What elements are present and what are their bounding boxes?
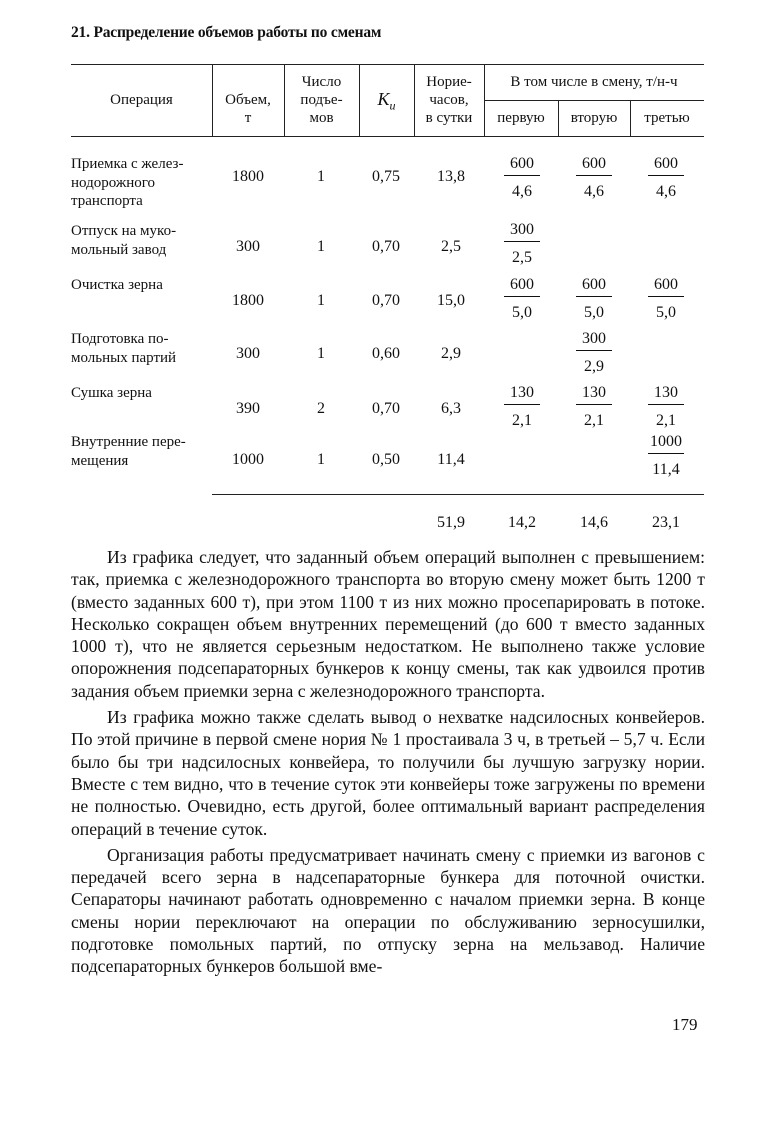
fraction-bar — [504, 404, 540, 405]
operation-line: мольных партий — [71, 349, 177, 366]
body-text — [71, 546, 705, 978]
fraction-noria-hours: 4,6 — [512, 183, 532, 200]
fraction-bar — [576, 296, 612, 297]
fraction-bar — [504, 296, 540, 297]
cell-lifts: 1 — [317, 345, 325, 362]
fraction-bar — [576, 404, 612, 405]
operation-line: Подготовка по- — [71, 331, 169, 347]
fraction-bar — [648, 453, 684, 454]
total-shift-second: 14,6 — [580, 514, 608, 531]
paragraph: Из графика можно также сделать вывод о нехватке надсилосных конвейеров. По этой причине в первой смене нория № 1 простаивала 3 ч, в третьей – 5,7 ч. Если было бы три надсилосных конвейера, то получили бы лучшую загрузку нории. Вместе с тем видно, что в течение суток эти конвейеры тоже загружены по времени не полностью. Очевидно, есть другой, более оптимальный вариант распределения операций в течение суток. — [71, 707, 705, 839]
fraction-volume: 600 — [510, 276, 534, 293]
fraction-shift-first — [492, 383, 552, 430]
fraction-noria-hours: 2,1 — [584, 412, 604, 429]
total-shift-third: 23,1 — [652, 514, 680, 531]
cell-lifts: 1 — [317, 451, 325, 468]
fraction-volume: 600 — [654, 276, 678, 293]
operation-line: Приемка с желез- — [71, 156, 184, 172]
cell-volume: 1800 — [232, 168, 264, 185]
fraction-volume: 600 — [582, 155, 606, 172]
table-top-rule — [71, 64, 704, 65]
header-ki-subscript: и — [389, 98, 396, 113]
fraction-volume: 300 — [582, 330, 606, 347]
header-lifts-line1: Число — [301, 74, 342, 90]
operation-line: мещения — [71, 452, 129, 469]
row-operation — [71, 384, 221, 403]
fraction-noria-hours: 5,0 — [584, 304, 604, 321]
cell-noria-hours: 6,3 — [441, 400, 461, 417]
fraction-noria-hours: 11,4 — [652, 461, 680, 478]
header-noria-line1: Норие- — [426, 74, 472, 90]
header-shift-first: первую — [497, 110, 545, 126]
cell-lifts: 2 — [317, 400, 325, 417]
row-operation — [71, 330, 221, 367]
header-shift-second: вторую — [570, 110, 618, 126]
fraction-noria-hours: 2,9 — [584, 358, 604, 375]
table-title: 21. Распределение объемов работы по сменам — [71, 24, 382, 41]
row-operation — [71, 433, 221, 470]
cell-ki: 0,60 — [372, 345, 400, 362]
operation-line: Внутренние пере- — [71, 434, 186, 450]
fraction-shift-second — [564, 383, 624, 430]
cell-ki: 0,50 — [372, 451, 400, 468]
cell-volume: 1000 — [232, 451, 264, 468]
operation-line: Сушка зерна — [71, 385, 152, 401]
operation-line: мольный завод — [71, 241, 167, 258]
fraction-volume: 130 — [582, 384, 606, 401]
fraction-noria-hours: 5,0 — [512, 304, 532, 321]
header-bottom-rule — [71, 136, 704, 137]
paragraph: Организация работы предусматривает начинать смену с приемки из вагонов с передачей всего зерна в надсепараторные бункера для поточной очистки. Сепараторы начинают работать одновременно с началом приемки зерна. В конце смены нории переключают на операции по обслуживанию зерносушилки, подготовке помольных партий, по отпуску зерна на мельзавод. Наличие подсепараторных бункеров большой вме- — [71, 844, 705, 977]
fraction-shift-third — [636, 432, 696, 479]
fraction-shift-third — [636, 383, 696, 430]
cell-noria-hours: 15,0 — [437, 292, 465, 309]
fraction-volume: 600 — [654, 155, 678, 172]
fraction-noria-hours: 2,5 — [512, 249, 532, 266]
cell-lifts: 1 — [317, 238, 325, 255]
fraction-bar — [648, 175, 684, 176]
cell-noria-hours: 13,8 — [437, 168, 465, 185]
cell-ki: 0,70 — [372, 238, 400, 255]
fraction-volume: 300 — [510, 221, 534, 238]
fraction-volume: 600 — [510, 155, 534, 172]
fraction-noria-hours: 4,6 — [656, 183, 676, 200]
header-lifts-line2: подъе- — [300, 92, 343, 108]
row-operation — [71, 222, 221, 259]
cell-volume: 300 — [236, 345, 260, 362]
cell-volume: 390 — [236, 400, 260, 417]
fraction-bar — [576, 175, 612, 176]
fraction-shift-first — [492, 154, 552, 201]
cell-lifts: 1 — [317, 168, 325, 185]
cell-ki: 0,70 — [372, 400, 400, 417]
fraction-shift-first — [492, 220, 552, 267]
fraction-bar — [504, 241, 540, 242]
cell-lifts: 1 — [317, 292, 325, 309]
operation-line: Очистка зерна — [71, 277, 163, 293]
fraction-volume: 600 — [582, 276, 606, 293]
header-ki — [359, 90, 414, 115]
fraction-noria-hours: 2,1 — [512, 412, 532, 429]
header-volume-line1: Объем, — [225, 92, 271, 108]
operation-line: транспорта — [71, 193, 143, 209]
total-noria-hours: 51,9 — [437, 514, 465, 531]
fraction-shift-third — [636, 275, 696, 322]
header-noria-line3: в сутки — [425, 110, 473, 126]
operation-line: Отпуск на муко- — [71, 223, 177, 239]
totals-rule — [212, 494, 704, 495]
fraction-bar — [648, 404, 684, 405]
fraction-shift-second — [564, 154, 624, 201]
fraction-volume: 130 — [510, 384, 534, 401]
fraction-shift-second — [564, 329, 624, 376]
fraction-bar — [648, 296, 684, 297]
row-operation — [71, 155, 221, 211]
header-shift-group: В том числе в смену, т/н-ч — [510, 74, 678, 90]
fraction-volume: 1000 — [650, 433, 682, 450]
header-shift-third: третью — [644, 110, 690, 126]
fraction-shift-third — [636, 154, 696, 201]
header-noria-line2: часов, — [429, 92, 469, 108]
fraction-volume: 130 — [654, 384, 678, 401]
operation-line: нодорожного — [71, 174, 156, 191]
cell-volume: 300 — [236, 238, 260, 255]
shift-subheader-rule — [484, 100, 704, 101]
cell-ki: 0,70 — [372, 292, 400, 309]
fraction-shift-second — [564, 275, 624, 322]
header-lifts-line3: мов — [309, 110, 334, 126]
fraction-bar — [504, 175, 540, 176]
page-number: 179 — [672, 1015, 698, 1034]
header-ki-symbol: K — [377, 89, 390, 109]
fraction-bar — [576, 350, 612, 351]
fraction-noria-hours: 4,6 — [584, 183, 604, 200]
cell-noria-hours: 2,9 — [441, 345, 461, 362]
fraction-shift-first — [492, 275, 552, 322]
fraction-noria-hours: 2,1 — [656, 412, 676, 429]
cell-volume: 1800 — [232, 292, 264, 309]
paragraph: Из графика следует, что заданный объем операций выполнен с превышением: так, приемка с железнодорожного транспорта во вторую смену может быть 1200 т (вместо заданных 600 т), при этом 1100 т из них можно просепарировать в потоке. Несколько сокращен объем внутренних перемещений (до 600 т вместо заданных 1000 т), что не является серьезным недостатком. Не выполнено также условие опорожнения подсепараторных бункеров к концу смены, так как удвоился против задания объем приемки зерна с железнодорожного транспорта. — [71, 547, 705, 701]
cell-ki: 0,75 — [372, 168, 400, 185]
cell-noria-hours: 2,5 — [441, 238, 461, 255]
fraction-noria-hours: 5,0 — [656, 304, 676, 321]
total-shift-first: 14,2 — [508, 514, 536, 531]
header-operation: Операция — [110, 92, 173, 108]
row-operation — [71, 276, 221, 295]
cell-noria-hours: 11,4 — [437, 451, 465, 468]
header-volume-line2: т — [244, 110, 252, 126]
